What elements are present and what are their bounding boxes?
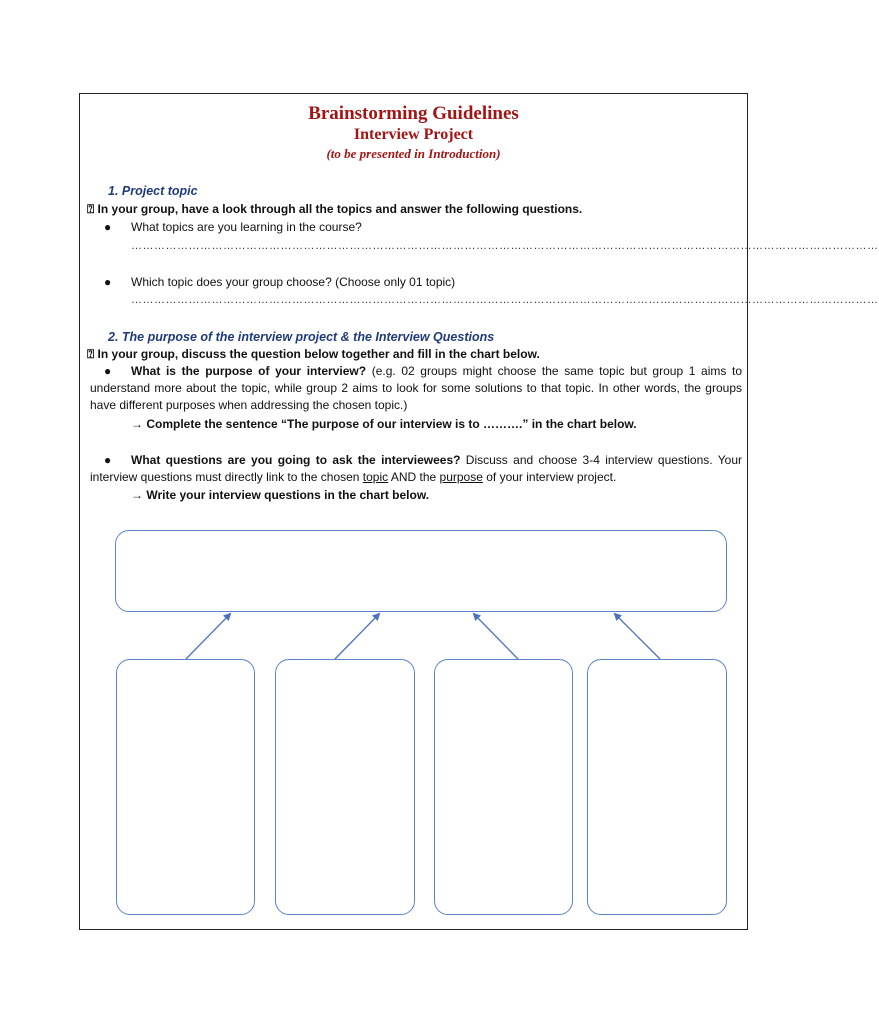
bullet-icon: ● [104, 453, 112, 467]
arrow-right-icon: → [131, 417, 143, 431]
purpose-underlined: purpose [439, 470, 483, 484]
questions-explanation-a: Discuss and choose 3-4 interview questions. Your interview questions must directly link to the chosen [90, 453, 742, 484]
document-subtitle: Interview Project [353, 126, 474, 143]
section2-instruction-text: In your group, discuss the question below together and fill in the chart below. [94, 347, 540, 361]
checkbox-icon: ⍰ [87, 347, 95, 361]
bullet-icon: ● [104, 275, 112, 289]
bullet-icon: ● [104, 220, 112, 234]
questions-and: AND the [388, 470, 440, 484]
document-title: Brainstorming Guidelines [308, 103, 519, 124]
bullet-icon: ● [104, 364, 112, 378]
checkbox-icon: ⍰ [87, 202, 95, 216]
section2-heading: 2. The purpose of the interview project & the Interview Questions [108, 330, 495, 344]
arrow-1 [186, 614, 230, 659]
section1-heading: 1. Project topic [108, 184, 198, 198]
arrow-2 [335, 614, 379, 659]
questions-question: What questions are you going to ask the interviewees? [131, 453, 461, 467]
questions-action-text: Write your interview questions in the chart below. [143, 488, 430, 502]
purpose-action-text: Complete the sentence “The purpose of our interview is to ……….” in the chart below. [143, 417, 637, 431]
purpose-question: What is the purpose of your interview? [131, 364, 367, 378]
section1-instruction-text: In your group, have a look through all the topics and answer the following questions. [94, 202, 583, 216]
purpose-explanation: (e.g. 02 groups might choose the same topic but group 1 aims to understand more about the topic, while group 2 aims to look for some solutions to that topic. In other words, the groups have different purposes when addressing the chosen topic.) [90, 364, 742, 412]
question-topic-choice: Which topic does your group choose? (Choose only 01 topic) [131, 275, 456, 289]
document-note: (to be presented in Introduction) [326, 146, 501, 161]
arrow-4 [615, 614, 660, 659]
questions-explanation-b: of your interview project. [482, 470, 617, 484]
arrow-right-icon: → [131, 488, 143, 502]
arrow-3 [474, 614, 518, 659]
question-topics-learning: What topics are you learning in the course? [131, 220, 362, 234]
topic-underlined: topic [362, 470, 389, 484]
answer-line-1[interactable]: …………………………………………………………………………………………………………………………………………………………………………… [131, 240, 879, 252]
answer-line-2[interactable]: …………………………………………………………………………………………………………………………………………………………………………… [131, 294, 879, 306]
